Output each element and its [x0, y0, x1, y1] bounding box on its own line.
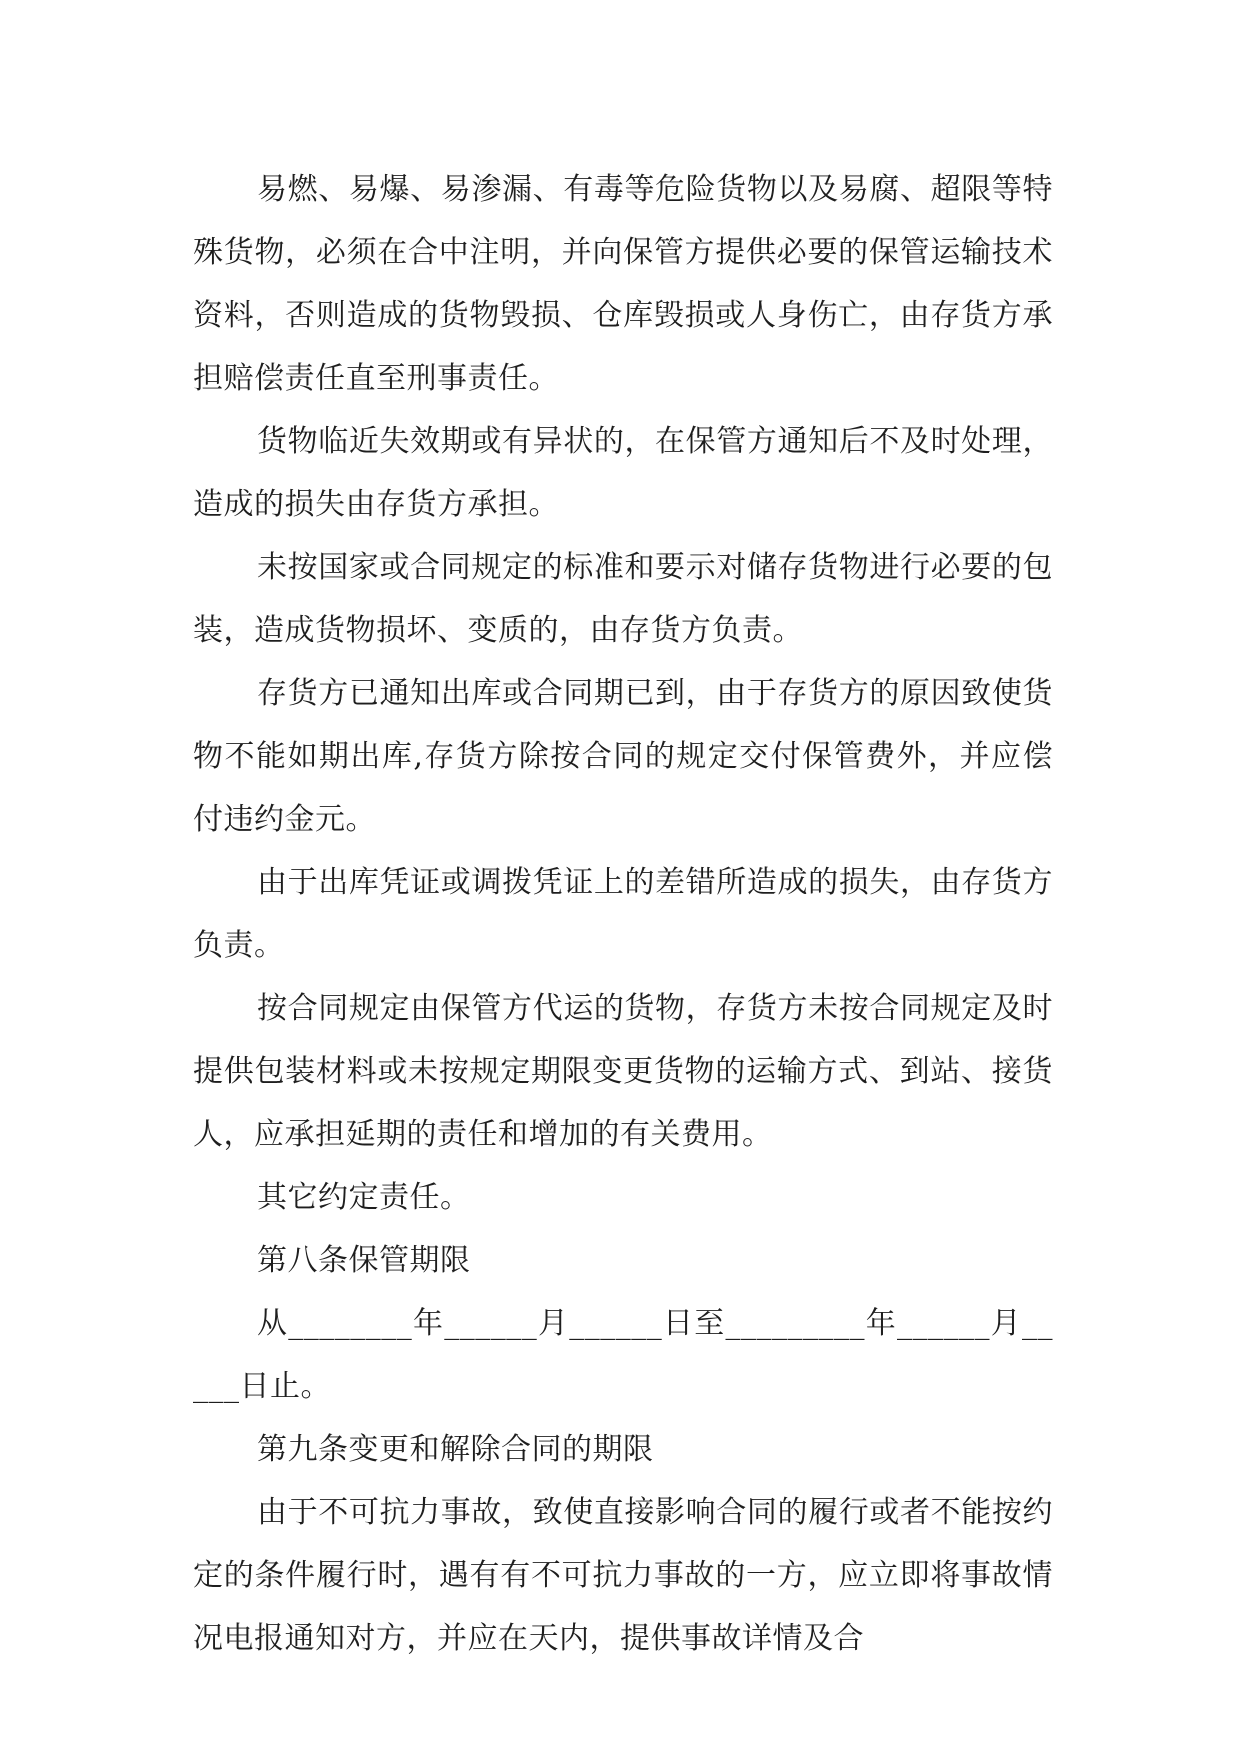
- paragraph-dangerous-goods: 易燃、易爆、易渗漏、有毒等危险货物以及易腐、超限等特殊货物，必须在合中注明，并向保管方提供必要的保管运输技术资料，否则造成的货物毁损、仓库毁损或人身伤亡，由存货方承担赔偿责任直至刑事责任。: [193, 172, 1053, 396]
- paragraph-delayed-outbound: 存货方已通知出库或合同期已到，由于存货方的原因致使货物不能如期出库,存货方除按合同的规定交付保管费外，并应偿付违约金元。: [193, 676, 1053, 837]
- paragraph-storage-period: 从________年______月______日至_________年______月_____日止。: [193, 1306, 1053, 1404]
- paragraph-force-majeure: 由于不可抗力事故，致使直接影响合同的履行或者不能按约定的条件履行时，遇有有不可抗力事故的一方，应立即将事故情况电报通知对方，并应在天内，提供事故详情及合: [193, 1495, 1053, 1656]
- document-body: [193, 158, 1053, 1670]
- article-9-heading: 第九条变更和解除合同的期限: [257, 1432, 654, 1467]
- paragraph-transport: 按合同规定由保管方代运的货物，存货方未按合同规定及时提供包装材料或未按规定期限变更货物的运输方式、到站、接货人，应承担延期的责任和增加的有关费用。: [193, 991, 1053, 1152]
- article-8-heading: 第八条保管期限: [257, 1243, 471, 1278]
- paragraph-expiry-goods: 货物临近失效期或有异状的，在保管方通知后不及时处理，造成的损失由存货方承担。: [193, 424, 1053, 522]
- paragraph-voucher-error: 由于出库凭证或调拨凭证上的差错所造成的损失，由存货方负责。: [193, 865, 1053, 963]
- paragraph-other-duties: 其它约定责任。: [257, 1180, 471, 1215]
- paragraph-packaging: 未按国家或合同规定的标准和要示对储存货物进行必要的包装，造成货物损坏、变质的，由存货方负责。: [193, 550, 1053, 648]
